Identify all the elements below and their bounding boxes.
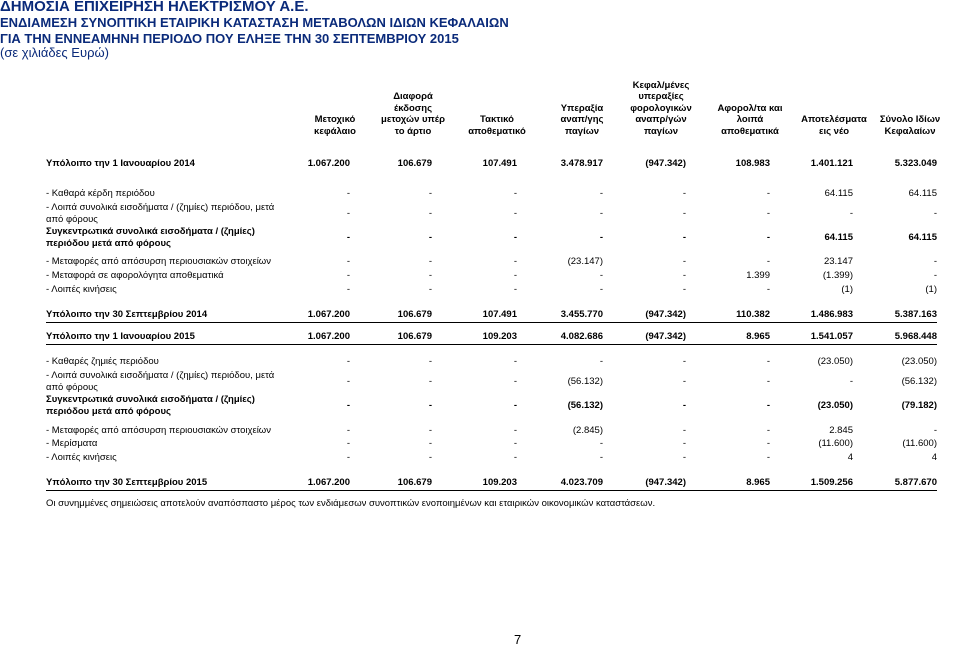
cell-value: - bbox=[599, 452, 603, 463]
cell-value: 1.399 bbox=[746, 270, 770, 281]
cell-value: - bbox=[766, 284, 770, 295]
cell-value: 4 bbox=[931, 452, 937, 463]
cell-value: - bbox=[513, 438, 517, 449]
cell-value: - bbox=[513, 270, 517, 281]
column-header-line: φορολογικών bbox=[630, 102, 692, 114]
cell-value: (23.050) bbox=[817, 356, 853, 367]
cell-value: 106.679 bbox=[397, 331, 432, 342]
cell-value: - bbox=[346, 438, 350, 449]
row-label: Συγκεντρωτικά συνολικά εισοδήματα / (ζημίες) bbox=[46, 226, 255, 237]
cell-value: 2.845 bbox=[829, 425, 853, 436]
row-label: - Καθαρά κέρδη περιόδου bbox=[46, 188, 155, 199]
units-note: (σε χιλιάδες Ευρώ) bbox=[0, 45, 109, 60]
cell-value: - bbox=[849, 208, 853, 219]
cell-value: - bbox=[513, 256, 517, 267]
cell-value: 64.115 bbox=[908, 232, 937, 243]
column-header-line: Διαφορά bbox=[393, 91, 433, 102]
cell-value: 64.115 bbox=[824, 232, 853, 243]
column-header-line: Κεφαλ/μένες bbox=[632, 79, 690, 91]
cell-value: - bbox=[682, 438, 686, 449]
row-label: - Καθαρές ζημιές περιόδου bbox=[46, 356, 159, 367]
cell-value: - bbox=[682, 232, 686, 243]
cell-value: 108.983 bbox=[735, 158, 770, 169]
cell-value: - bbox=[849, 376, 853, 387]
cell-value: - bbox=[428, 452, 432, 463]
cell-value: - bbox=[599, 208, 603, 219]
cell-value: - bbox=[346, 270, 350, 281]
cell-value: - bbox=[682, 376, 686, 387]
cell-value: - bbox=[513, 452, 517, 463]
row-label: Υπόλοιπο την 30 Σεπτεμβρίου 2014 bbox=[46, 309, 208, 320]
cell-value: - bbox=[346, 356, 350, 367]
cell-value: (947.342) bbox=[645, 477, 686, 488]
cell-value: - bbox=[346, 452, 350, 463]
cell-value: 5.968.448 bbox=[894, 331, 937, 342]
row-label: - Μερίσματα bbox=[46, 438, 98, 449]
cell-value: (56.132) bbox=[567, 376, 603, 387]
cell-value: 8.965 bbox=[746, 331, 770, 342]
cell-value: 3.455.770 bbox=[560, 309, 603, 320]
cell-value: - bbox=[766, 425, 770, 436]
cell-value: - bbox=[599, 232, 603, 243]
cell-value: (23.147) bbox=[567, 256, 603, 267]
cell-value: - bbox=[346, 188, 350, 199]
cell-value: (11.600) bbox=[902, 438, 937, 449]
cell-value: 8.965 bbox=[746, 477, 770, 488]
cell-value: - bbox=[513, 376, 517, 387]
cell-value: - bbox=[346, 376, 350, 387]
cell-value: 1.541.057 bbox=[810, 331, 853, 342]
cell-value: 1.401.121 bbox=[810, 158, 853, 169]
cell-value: - bbox=[766, 376, 770, 387]
cell-value: (947.342) bbox=[645, 158, 686, 169]
column-header-line: αποθεματικά bbox=[721, 125, 779, 137]
cell-value: (1.399) bbox=[822, 270, 853, 281]
cell-value: (56.132) bbox=[567, 400, 603, 411]
cell-value: (79.182) bbox=[901, 400, 937, 411]
cell-value: - bbox=[513, 284, 517, 295]
cell-value: 1.067.200 bbox=[307, 331, 350, 342]
cell-value: - bbox=[682, 400, 686, 411]
cell-value: - bbox=[599, 356, 603, 367]
cell-value: - bbox=[513, 356, 517, 367]
cell-value: - bbox=[346, 425, 350, 436]
cell-value: - bbox=[599, 270, 603, 281]
cell-value: 64.115 bbox=[908, 188, 937, 199]
footnote: Οι συνημμένες σημειώσεις αποτελούν αναπόσπαστο μέρος των ενδιάμεσων συνοπτικών ενοποιημένων και εταιρικών οικονομικών καταστάσεων. bbox=[46, 498, 656, 509]
column-header-line: παγίων bbox=[643, 125, 679, 137]
cell-value: 4.023.709 bbox=[560, 477, 603, 488]
cell-value: - bbox=[766, 356, 770, 367]
column-header-line: το άρτιο bbox=[394, 125, 432, 137]
cell-value: - bbox=[513, 208, 517, 219]
cell-value: - bbox=[933, 270, 937, 281]
cell-value: - bbox=[346, 208, 350, 219]
column-header-line: Αφορολ/τα και bbox=[717, 102, 783, 114]
cell-value: 5.387.163 bbox=[894, 309, 937, 320]
cell-value: - bbox=[766, 400, 770, 411]
cell-value: - bbox=[933, 208, 937, 219]
column-header-line: παγίων bbox=[564, 125, 600, 137]
column-header-line: υπεραξίες bbox=[638, 91, 684, 102]
cell-value: - bbox=[513, 232, 517, 243]
cell-value: - bbox=[682, 452, 686, 463]
column-header-line: Σύνολο Ιδίων bbox=[879, 114, 941, 125]
column-header-line: αναπ/γης bbox=[560, 114, 604, 125]
cell-value: - bbox=[766, 188, 770, 199]
cell-value: - bbox=[766, 452, 770, 463]
cell-value: (1) bbox=[925, 284, 937, 295]
cell-value: - bbox=[599, 188, 603, 199]
cell-value: - bbox=[428, 188, 432, 199]
cell-value: 5.877.670 bbox=[894, 477, 937, 488]
cell-value: 4 bbox=[847, 452, 853, 463]
cell-value: - bbox=[346, 400, 350, 411]
cell-value: 64.115 bbox=[824, 188, 853, 199]
column-header-line: αναπρ/γών bbox=[635, 114, 687, 125]
cell-value: 1.067.200 bbox=[307, 309, 350, 320]
cell-value: (56.132) bbox=[901, 376, 937, 387]
cell-value: - bbox=[682, 208, 686, 219]
row-label: - Λοιπές κινήσεις bbox=[46, 452, 117, 463]
statement-title: ΕΝΔΙΑΜΕΣΗ ΣΥΝΟΠΤΙΚΗ ΕΤΑΙΡΙΚΗ ΚΑΤΑΣΤΑΣΗ ΜΕΤΑΒΟΛΩΝ ΙΔΙΩΝ ΚΕΦΑΛΑΙΩΝ bbox=[0, 15, 509, 30]
cell-value: - bbox=[428, 208, 432, 219]
cell-value: - bbox=[513, 400, 517, 411]
column-header bbox=[860, 114, 960, 137]
cell-value: (947.342) bbox=[645, 309, 686, 320]
cell-value: 1.509.256 bbox=[810, 477, 853, 488]
row-label: Υπόλοιπο την 1 Ιανουαρίου 2015 bbox=[46, 331, 195, 342]
row-label: Συγκεντρωτικά συνολικά εισοδήματα / (ζημίες) bbox=[46, 394, 255, 405]
cell-value: - bbox=[428, 400, 432, 411]
cell-value: 106.679 bbox=[397, 158, 432, 169]
cell-value: 107.491 bbox=[482, 309, 517, 320]
cell-value: - bbox=[682, 425, 686, 436]
cell-value: 107.491 bbox=[482, 158, 517, 169]
cell-value: 109.203 bbox=[482, 331, 517, 342]
cell-value: 1.067.200 bbox=[307, 477, 350, 488]
column-header-line: Υπεραξία bbox=[560, 102, 604, 114]
cell-value: - bbox=[599, 284, 603, 295]
cell-value: 5.323.049 bbox=[894, 158, 937, 169]
cell-value: 110.382 bbox=[736, 309, 770, 320]
cell-value: 106.679 bbox=[397, 309, 432, 320]
row-label-continued: περιόδου μετά από φόρους bbox=[46, 406, 171, 417]
cell-value: - bbox=[428, 356, 432, 367]
cell-value: 1.067.200 bbox=[307, 158, 350, 169]
cell-value: - bbox=[428, 256, 432, 267]
row-underline bbox=[46, 322, 937, 323]
row-label: - Μεταφορές από απόσυρση περιουσιακών στοιχείων bbox=[46, 425, 271, 436]
cell-value: (23.050) bbox=[817, 400, 853, 411]
row-label: - Μεταφορές από απόσυρση περιουσιακών στοιχείων bbox=[46, 256, 271, 267]
column-header-line: Τακτικό bbox=[480, 114, 514, 125]
column-header-line: αποθεματικό bbox=[468, 125, 526, 137]
cell-value: - bbox=[513, 188, 517, 199]
cell-value: - bbox=[766, 232, 770, 243]
column-header-line: Αποτελέσματα bbox=[801, 114, 867, 125]
cell-value: - bbox=[346, 232, 350, 243]
cell-value: (11.600) bbox=[818, 438, 853, 449]
row-label: - Μεταφορά σε αφορολόγητα αποθεματικά bbox=[46, 270, 224, 281]
cell-value: 23.147 bbox=[823, 256, 853, 267]
cell-value: - bbox=[428, 376, 432, 387]
column-header-line: Μετοχικό bbox=[314, 114, 356, 125]
column-header-line: λοιπά bbox=[736, 114, 764, 125]
row-underline bbox=[46, 344, 937, 345]
row-underline bbox=[46, 490, 937, 491]
row-label: Υπόλοιπο την 30 Σεπτεμβρίου 2015 bbox=[46, 477, 208, 488]
cell-value: - bbox=[682, 256, 686, 267]
period-title: ΓΙΑ ΤΗΝ ΕΝΝΕΑΜΗΝΗ ΠΕΡΙΟΔΟ ΠΟΥ ΕΛΗΞΕ ΤΗΝ 30 ΣΕΠΤΕΜΒΡΙΟΥ 2015 bbox=[0, 31, 459, 46]
cell-value: - bbox=[599, 438, 603, 449]
cell-value: 4.082.686 bbox=[560, 331, 603, 342]
row-label-continued: από φόρους bbox=[46, 214, 98, 225]
cell-value: (947.342) bbox=[645, 331, 686, 342]
cell-value: - bbox=[346, 256, 350, 267]
cell-value: (23.050) bbox=[901, 356, 937, 367]
column-header-line: Κεφαλαίων bbox=[884, 125, 936, 137]
cell-value: - bbox=[682, 356, 686, 367]
row-label: - Λοιπές κινήσεις bbox=[46, 284, 117, 295]
column-header-line: κεφάλαιο bbox=[314, 125, 356, 137]
cell-value: 106.679 bbox=[397, 477, 432, 488]
cell-value: (1) bbox=[841, 284, 853, 295]
column-header-line: εις νέο bbox=[818, 125, 850, 137]
row-label: Υπόλοιπο την 1 Ιανουαρίου 2014 bbox=[46, 158, 195, 169]
cell-value: - bbox=[428, 284, 432, 295]
row-label-continued: από φόρους bbox=[46, 382, 98, 393]
column-header bbox=[611, 80, 711, 138]
cell-value: - bbox=[428, 270, 432, 281]
company-title: ΔΗΜΟΣΙΑ ΕΠΙΧΕΙΡΗΣΗ ΗΛΕΚΤΡΙΣΜΟΥ Α.Ε. bbox=[0, 0, 309, 15]
page-number: 7 bbox=[514, 632, 522, 647]
cell-value: - bbox=[428, 232, 432, 243]
cell-value: - bbox=[682, 188, 686, 199]
cell-value: 3.478.917 bbox=[560, 158, 603, 169]
cell-value: - bbox=[428, 425, 432, 436]
column-header-line: έκδοσης bbox=[393, 102, 433, 114]
cell-value: - bbox=[682, 284, 686, 295]
row-label: - Λοιπά συνολικά εισοδήματα / (ζημίες) περιόδου, μετά bbox=[46, 202, 275, 213]
cell-value: (2.845) bbox=[572, 425, 603, 436]
column-header-line: μετοχών υπέρ bbox=[381, 114, 445, 125]
cell-value: - bbox=[766, 438, 770, 449]
cell-value: - bbox=[766, 208, 770, 219]
cell-value: - bbox=[682, 270, 686, 281]
cell-value: - bbox=[933, 256, 937, 267]
cell-value: - bbox=[766, 256, 770, 267]
cell-value: - bbox=[933, 425, 937, 436]
row-label: - Λοιπά συνολικά εισοδήματα / (ζημίες) περιόδου, μετά bbox=[46, 370, 275, 381]
cell-value: - bbox=[428, 438, 432, 449]
cell-value: - bbox=[346, 284, 350, 295]
cell-value: - bbox=[513, 425, 517, 436]
cell-value: 109.203 bbox=[482, 477, 517, 488]
row-label-continued: περιόδου μετά από φόρους bbox=[46, 238, 171, 249]
cell-value: 1.486.983 bbox=[810, 309, 853, 320]
